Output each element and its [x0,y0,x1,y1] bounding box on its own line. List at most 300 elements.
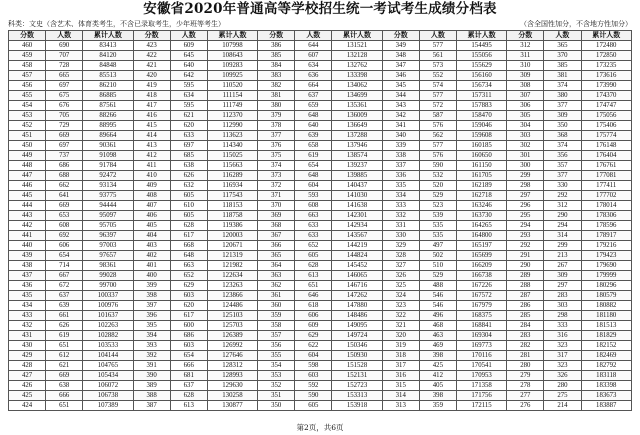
count-cell: 298 [544,311,581,321]
column-header: 分数 [133,31,170,41]
count-cell: 633 [295,221,332,231]
score-cell: 361 [258,291,295,301]
score-cell: 397 [133,301,170,311]
score-cell: 429 [9,351,46,361]
count-cell: 621 [46,361,83,371]
column-header: 分数 [258,31,295,41]
table-row [9,361,632,371]
score-cell: 346 [382,71,419,81]
cumulative-cell: 134062 [332,81,382,91]
score-cell: 407 [133,201,170,211]
count-cell: 637 [295,91,332,101]
score-cell: 282 [507,341,544,351]
cumulative-cell: 139237 [332,161,382,171]
count-cell: 546 [419,301,456,311]
count-cell: 488 [419,281,456,291]
count-cell: 267 [544,261,581,271]
cumulative-cell: 99700 [83,281,133,291]
score-cell: 416 [133,111,170,121]
cumulative-cell: 91098 [83,151,133,161]
count-cell: 463 [419,331,456,341]
count-cell: 661 [46,311,83,321]
score-cell: 342 [382,111,419,121]
cumulative-cell: 180579 [581,291,632,301]
count-cell: 637 [170,381,207,391]
column-header: 累计人数 [332,31,382,41]
cumulative-cell: 151528 [332,361,382,371]
count-cell: 686 [170,331,207,341]
count-cell: 562 [419,131,456,141]
score-cell: 372 [258,181,295,191]
count-cell: 333 [544,321,581,331]
table-row [9,321,632,331]
count-cell: 651 [46,401,83,411]
count-cell: 377 [544,171,581,181]
cumulative-cell: 101637 [83,311,133,321]
score-cell: 427 [9,371,46,381]
table-row [9,221,632,231]
cumulative-cell: 182152 [581,341,632,351]
count-cell: 412 [419,371,456,381]
column-header: 人数 [170,31,207,41]
score-cell: 439 [9,251,46,261]
score-cell: 285 [507,311,544,321]
score-cell: 284 [507,321,544,331]
score-cell: 430 [9,341,46,351]
score-cell: 288 [507,281,544,291]
cumulative-cell: 162718 [456,191,506,201]
score-cell: 395 [133,321,170,331]
cumulative-cell: 116934 [207,181,257,191]
score-cell: 351 [258,391,295,401]
score-cell: 434 [9,301,46,311]
count-cell: 603 [170,341,207,351]
cumulative-cell: 123866 [207,291,257,301]
cumulative-cell: 100976 [83,301,133,311]
count-cell: 539 [419,211,456,221]
score-cell: 438 [9,261,46,271]
count-cell: 652 [170,271,207,281]
score-cell: 431 [9,331,46,341]
table-row [9,161,632,171]
count-cell: 640 [170,61,207,71]
cumulative-cell: 106738 [83,391,133,401]
cumulative-cell: 179690 [581,261,632,271]
score-cell: 295 [507,211,544,221]
count-cell: 577 [419,141,456,151]
count-cell: 658 [295,141,332,151]
table-body [9,41,632,411]
cumulative-cell: 128312 [207,361,257,371]
count-cell: 398 [419,351,456,361]
score-cell: 283 [507,331,544,341]
cumulative-cell: 146716 [332,281,382,291]
cumulative-cell: 153918 [332,401,382,411]
cumulative-cell: 173235 [581,61,632,71]
cumulative-cell: 93134 [83,181,133,191]
score-cell: 379 [258,111,295,121]
table-row [9,241,632,251]
cumulative-cell: 178596 [581,221,632,231]
cumulative-cell: 85513 [83,71,133,81]
score-cell: 327 [382,261,419,271]
score-cell: 299 [507,171,544,181]
count-cell: 654 [46,251,83,261]
cumulative-cell: 98361 [83,261,133,271]
score-cell: 352 [258,381,295,391]
cumulative-cell: 114340 [207,141,257,151]
count-cell: 577 [419,91,456,101]
count-cell: 651 [295,281,332,291]
cumulative-cell: 86210 [83,81,133,91]
cumulative-cell: 105434 [83,371,133,381]
count-cell: 374 [544,141,581,151]
score-cell: 292 [507,241,544,251]
count-cell: 626 [46,321,83,331]
count-cell: 681 [170,371,207,381]
count-cell: 686 [46,161,83,171]
score-cell: 369 [258,211,295,221]
count-cell: 646 [295,291,332,301]
score-cell: 426 [9,381,46,391]
count-cell: 405 [419,381,456,391]
count-cell: 663 [295,211,332,221]
score-cell: 298 [507,181,544,191]
count-cell: 577 [419,41,456,51]
score-cell: 401 [133,261,170,271]
score-cell: 374 [258,161,295,171]
score-cell: 293 [507,231,544,241]
count-cell: 605 [295,251,332,261]
score-cell: 294 [507,221,544,231]
cumulative-cell: 108643 [207,51,257,61]
cumulative-cell: 87561 [83,101,133,111]
cumulative-cell: 144219 [332,241,382,251]
cumulative-cell: 115025 [207,151,257,161]
column-header: 分数 [382,31,419,41]
score-cell: 320 [382,331,419,341]
score-cell: 279 [507,371,544,381]
table-row [9,351,632,361]
cumulative-cell: 136649 [332,121,382,131]
cumulative-cell: 134699 [332,91,382,101]
cumulative-cell: 153313 [332,391,382,401]
count-cell: 609 [295,321,332,331]
score-cell: 316 [382,371,419,381]
count-cell: 662 [46,181,83,191]
cumulative-cell: 109925 [207,71,257,81]
cumulative-cell: 84848 [83,61,133,71]
count-cell: 496 [419,311,456,321]
column-header: 分数 [9,31,46,41]
count-cell: 609 [170,41,207,51]
score-cell: 409 [133,181,170,191]
count-cell: 381 [544,71,581,81]
table-row [9,141,632,151]
cumulative-cell: 127646 [207,351,257,361]
cumulative-cell: 182469 [581,351,632,361]
score-cell: 437 [9,271,46,281]
cumulative-cell: 120003 [207,231,257,241]
count-cell: 532 [419,171,456,181]
cumulative-cell: 113623 [207,131,257,141]
count-cell: 633 [295,231,332,241]
count-cell: 628 [170,221,207,231]
score-cell: 305 [507,111,544,121]
count-cell: 612 [46,351,83,361]
score-cell: 421 [133,61,170,71]
score-cell: 432 [9,321,46,331]
score-cell: 306 [507,101,544,111]
cumulative-cell: 162189 [456,181,506,191]
score-cell: 386 [258,41,295,51]
score-cell: 376 [258,141,295,151]
count-cell: 606 [295,311,332,321]
score-cell: 442 [9,221,46,231]
count-cell: 603 [170,291,207,301]
score-cell: 420 [133,71,170,81]
score-cell: 433 [9,311,46,321]
score-cell: 447 [9,171,46,181]
count-cell: 728 [46,61,83,71]
count-cell: 629 [170,281,207,291]
score-cell: 322 [382,311,419,321]
count-cell: 663 [170,261,207,271]
cumulative-cell: 172850 [581,51,632,61]
cumulative-cell: 128993 [207,371,257,381]
score-cell: 302 [507,141,544,151]
cumulative-cell: 155629 [456,61,506,71]
count-cell: 312 [544,201,581,211]
count-cell: 600 [170,321,207,331]
cumulative-cell: 178917 [581,231,632,241]
cumulative-cell: 104144 [83,351,133,361]
count-cell: 668 [170,241,207,251]
score-cell: 385 [258,51,295,61]
count-cell: 634 [295,61,332,71]
score-cell: 312 [507,41,544,51]
cumulative-cell: 130877 [207,401,257,411]
count-cell: 608 [295,201,332,211]
count-cell: 626 [170,171,207,181]
score-cell: 411 [133,161,170,171]
score-cell: 321 [382,321,419,331]
count-cell: 697 [46,81,83,91]
count-cell: 357 [544,161,581,171]
score-cell: 368 [258,221,295,231]
count-cell: 619 [295,151,332,161]
cumulative-cell: 175774 [581,131,632,141]
cumulative-cell: 177081 [581,171,632,181]
cumulative-cell: 89664 [83,131,133,141]
cumulative-cell: 170953 [456,371,506,381]
score-cell: 362 [258,281,295,291]
count-cell: 617 [170,311,207,321]
table-row [9,101,632,111]
count-cell: 535 [419,231,456,241]
cumulative-cell: 156734 [456,81,506,91]
count-cell: 520 [419,181,456,191]
count-cell: 292 [544,191,581,201]
score-cell: 456 [9,81,46,91]
cumulative-cell: 163246 [456,201,506,211]
cumulative-cell: 138574 [332,151,382,161]
count-cell: 502 [419,251,456,261]
cumulative-cell: 177411 [581,181,632,191]
score-cell: 391 [133,361,170,371]
cumulative-cell: 91784 [83,161,133,171]
score-cell: 390 [133,371,170,381]
count-cell: 690 [46,41,83,51]
cumulative-cell: 90361 [83,141,133,151]
table-row [9,301,632,311]
cumulative-cell: 181829 [581,331,632,341]
count-cell: 561 [419,51,456,61]
score-cell: 389 [133,381,170,391]
count-cell: 634 [170,91,207,101]
count-cell: 576 [419,121,456,131]
count-cell: 535 [419,221,456,231]
cumulative-cell: 176761 [581,161,632,171]
cumulative-cell: 169304 [456,331,506,341]
count-cell: 667 [46,271,83,281]
cumulative-cell: 163730 [456,211,506,221]
score-cell: 417 [133,101,170,111]
score-cell: 276 [507,401,544,411]
count-cell: 648 [295,171,332,181]
count-cell: 359 [419,401,456,411]
count-cell: 669 [46,201,83,211]
score-cell: 383 [258,71,295,81]
score-cell: 281 [507,351,544,361]
count-cell: 633 [170,131,207,141]
count-cell: 523 [419,201,456,211]
table-row [9,131,632,141]
score-cell: 441 [9,231,46,241]
count-cell: 638 [46,381,83,391]
score-cell: 314 [382,391,419,401]
score-cell: 336 [382,171,419,181]
count-cell: 675 [46,91,83,101]
cumulative-cell: 95705 [83,221,133,231]
score-cell: 457 [9,71,46,81]
score-cell: 333 [382,201,419,211]
count-cell: 632 [170,181,207,191]
count-cell: 672 [46,281,83,291]
cumulative-cell: 121982 [207,261,257,271]
cumulative-cell: 170541 [456,361,506,371]
score-cell: 345 [382,81,419,91]
score-cell: 347 [382,61,419,71]
count-cell: 669 [46,131,83,141]
count-cell: 620 [170,121,207,131]
count-cell: 380 [544,91,581,101]
cumulative-cell: 143567 [332,231,382,241]
cumulative-cell: 136009 [332,111,382,121]
count-cell: 314 [544,231,581,241]
score-cell: 356 [258,341,295,351]
column-header: 累计人数 [581,31,632,41]
cumulative-cell: 149095 [332,321,382,331]
score-cell: 448 [9,161,46,171]
count-cell: 385 [544,61,581,71]
cumulative-cell: 181513 [581,321,632,331]
score-cell: 413 [133,141,170,151]
cumulative-cell: 166209 [456,261,506,271]
column-header: 人数 [419,31,456,41]
score-cell: 296 [507,201,544,211]
count-cell: 275 [544,391,581,401]
score-cell: 402 [133,251,170,261]
cumulative-cell: 110520 [207,81,257,91]
cumulative-cell: 107389 [83,401,133,411]
table-row [9,81,632,91]
cumulative-cell: 164265 [456,221,506,231]
cumulative-cell: 141030 [332,191,382,201]
cumulative-cell: 109283 [207,61,257,71]
table-row [9,111,632,121]
bonus-note: （含全国性加分，不含地方性加分） [520,20,632,28]
count-cell: 659 [295,101,332,111]
count-cell: 629 [295,331,332,341]
count-cell: 605 [295,401,332,411]
cumulative-cell: 102882 [83,331,133,341]
cumulative-cell: 137946 [332,141,382,151]
score-cell: 300 [507,161,544,171]
cumulative-cell: 172115 [456,401,506,411]
table-row [9,61,632,71]
table-header-row [9,31,632,41]
cumulative-cell: 88266 [83,111,133,121]
score-cell: 370 [258,201,295,211]
count-cell: 214 [544,401,581,411]
cumulative-cell: 104765 [83,361,133,371]
cumulative-cell: 88995 [83,121,133,131]
score-cell: 331 [382,221,419,231]
score-cell: 418 [133,91,170,101]
score-cell: 378 [258,121,295,131]
cumulative-cell: 142301 [332,211,382,221]
score-cell: 399 [133,281,170,291]
score-cell: 278 [507,381,544,391]
score-cell: 373 [258,171,295,181]
score-cell: 381 [258,91,295,101]
score-cell: 392 [133,351,170,361]
count-cell: 652 [295,241,332,251]
table-row [9,71,632,81]
score-cell: 443 [9,211,46,221]
count-cell: 593 [295,191,332,201]
cumulative-cell: 147880 [332,301,382,311]
score-cell: 326 [382,271,419,281]
score-cell: 388 [133,391,170,401]
cumulative-cell: 107998 [207,41,257,51]
score-cell: 349 [382,41,419,51]
count-cell: 592 [295,381,332,391]
score-cell: 424 [9,401,46,411]
count-cell: 303 [544,301,581,311]
cumulative-cell: 131521 [332,41,382,51]
count-cell: 368 [544,131,581,141]
cumulative-cell: 169773 [456,341,506,351]
score-cell: 359 [258,311,295,321]
score-cell: 387 [133,401,170,411]
count-cell: 529 [419,271,456,281]
count-cell: 620 [170,301,207,311]
count-cell: 622 [295,341,332,351]
count-cell: 297 [544,281,581,291]
score-cell: 366 [258,241,295,251]
